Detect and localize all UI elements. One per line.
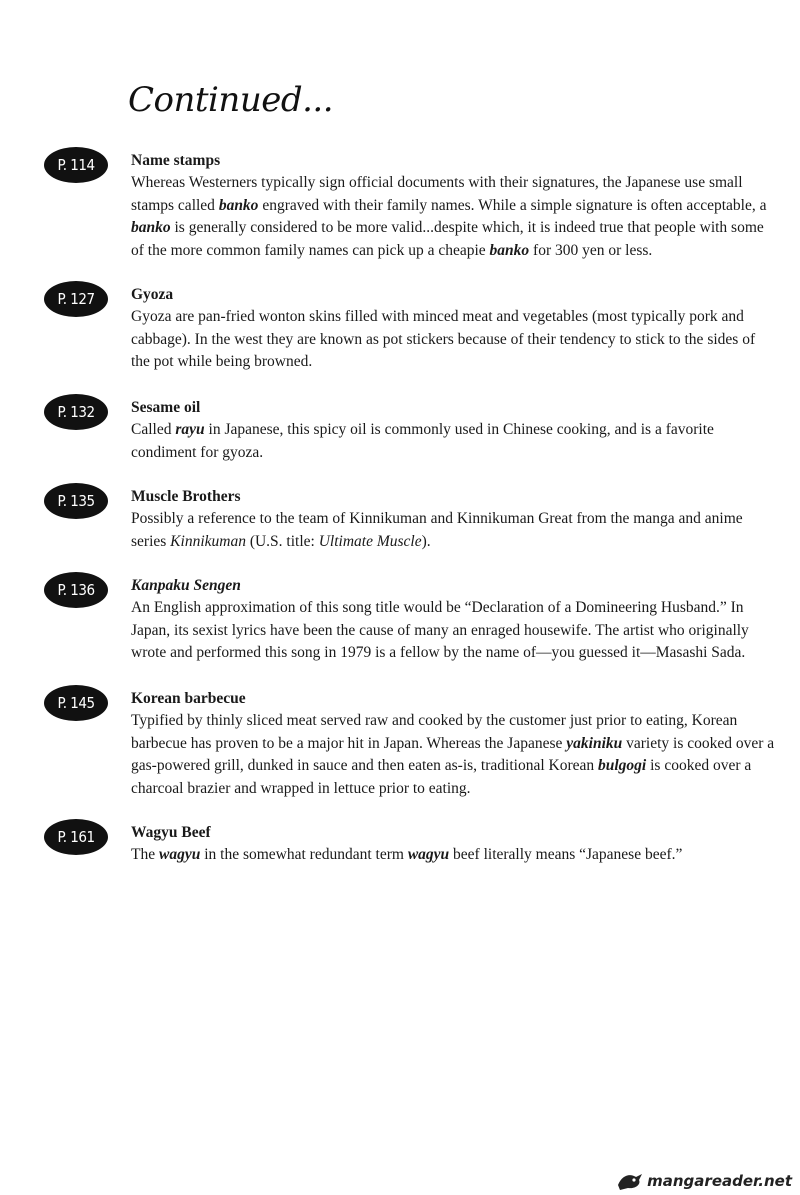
- italic-term: bulgogi: [598, 757, 647, 775]
- italic-term: Kinnikuman: [170, 532, 246, 550]
- entry-title: Gyoza: [131, 286, 174, 303]
- text-segment: Called: [131, 421, 176, 438]
- italic-term: banko: [218, 196, 259, 214]
- italic-term: wagyu: [158, 846, 201, 863]
- text-segment: variety is cooked over a gas-powered grill, dunked in sauce and then eaten as-is, traditional Korean: [131, 734, 775, 775]
- entry-title: Kanpaku Sengen: [131, 577, 241, 594]
- entry-body: [131, 688, 776, 800]
- text-segment: beef literally means “Japanese beef.”: [449, 846, 683, 863]
- entry-body: [131, 575, 776, 665]
- italic-term: wagyu: [407, 846, 450, 863]
- page-number-badge: P. 132: [44, 394, 108, 430]
- text-segment: in Japanese, this spicy oil is commonly used in Chinese cooking, and is a favorite condiment for gyoza.: [131, 421, 714, 461]
- page-number-badge: P. 114: [44, 147, 108, 183]
- italic-term: banko: [489, 241, 530, 259]
- entry-title: Sesame oil: [131, 399, 201, 416]
- page-number-badge: P. 161: [44, 819, 108, 855]
- entry-body: [131, 284, 776, 374]
- page-number-badge: P. 135: [44, 483, 108, 519]
- text-segment: Possibly a reference to the team of Kinnikuman and Kinnikuman Great from the manga and anime series: [131, 510, 743, 550]
- entry-description: [131, 710, 776, 800]
- entry-body: [131, 822, 776, 867]
- entry-description: [131, 597, 776, 665]
- page-number-badge: P. 127: [44, 281, 108, 317]
- text-segment: (U.S. title:: [245, 532, 319, 550]
- italic-term: Ultimate Muscle: [318, 532, 422, 550]
- watermark-logo-icon: [616, 1171, 644, 1191]
- text-segment: Gyoza are pan-fried wonton skins filled with minced meat and vegetables (most typically pork and cabbage). In the west they are known as pot stickers because of their tendency to stick to the sides of the pot while being browned.: [131, 308, 756, 371]
- text-segment: engraved with their family names. While a simple signature is often acceptable, a: [258, 196, 767, 214]
- text-segment: is generally considered to be more valid...despite which, it is indeed true that people with some of the more common family names can pick up a cheapie: [131, 219, 764, 259]
- italic-term: banko: [131, 219, 171, 237]
- text-segment: Typified by thinly sliced meat served raw and cooked by the customer just prior to eating, Korean barbecue has proven to be a major hit in Japan. Whereas the Japanese: [131, 712, 738, 752]
- page-number-badge: P. 136: [44, 572, 108, 608]
- watermark: [616, 1171, 792, 1191]
- italic-term: yakiniku: [566, 734, 623, 752]
- entry-body: [131, 486, 776, 553]
- text-segment: for 300 yen or less.: [529, 241, 653, 259]
- entry-title: Wagyu Beef: [131, 824, 211, 841]
- text-segment: The: [131, 846, 159, 863]
- text-segment: is cooked over a charcoal brazier and wrapped in lettuce prior to eating.: [131, 757, 752, 797]
- entry-body: [131, 397, 776, 464]
- text-segment: Whereas Westerners typically sign official documents with their signatures, the Japanese use small stamps called: [131, 174, 743, 214]
- text-segment: ).: [421, 532, 431, 550]
- entry-description: [131, 306, 776, 374]
- page-number-badge: P. 145: [44, 685, 108, 721]
- text-segment: in the somewhat redundant term: [200, 846, 408, 863]
- text-segment: An English approximation of this song title would be “Declaration of a Domineering Husband.” In Japan, its sexist lyrics have been the cause of many an enraged housewife. The artist who originally wrote and performed this song in 1979 is a fellow by the name of—you guessed it—Masashi Sada.: [131, 599, 749, 662]
- entry-description: [131, 419, 776, 464]
- italic-term: rayu: [175, 421, 205, 438]
- entry-description: [131, 844, 776, 867]
- entry-description: [131, 172, 776, 262]
- entry-description: [131, 508, 776, 553]
- watermark-text: mangareader.net: [647, 1172, 792, 1190]
- page-heading: Continued...: [128, 80, 334, 120]
- entry-title: Name stamps: [131, 152, 221, 169]
- entry-body: [131, 150, 776, 262]
- entry-title: Korean barbecue: [131, 690, 246, 707]
- entry-title: Muscle Brothers: [131, 488, 241, 505]
